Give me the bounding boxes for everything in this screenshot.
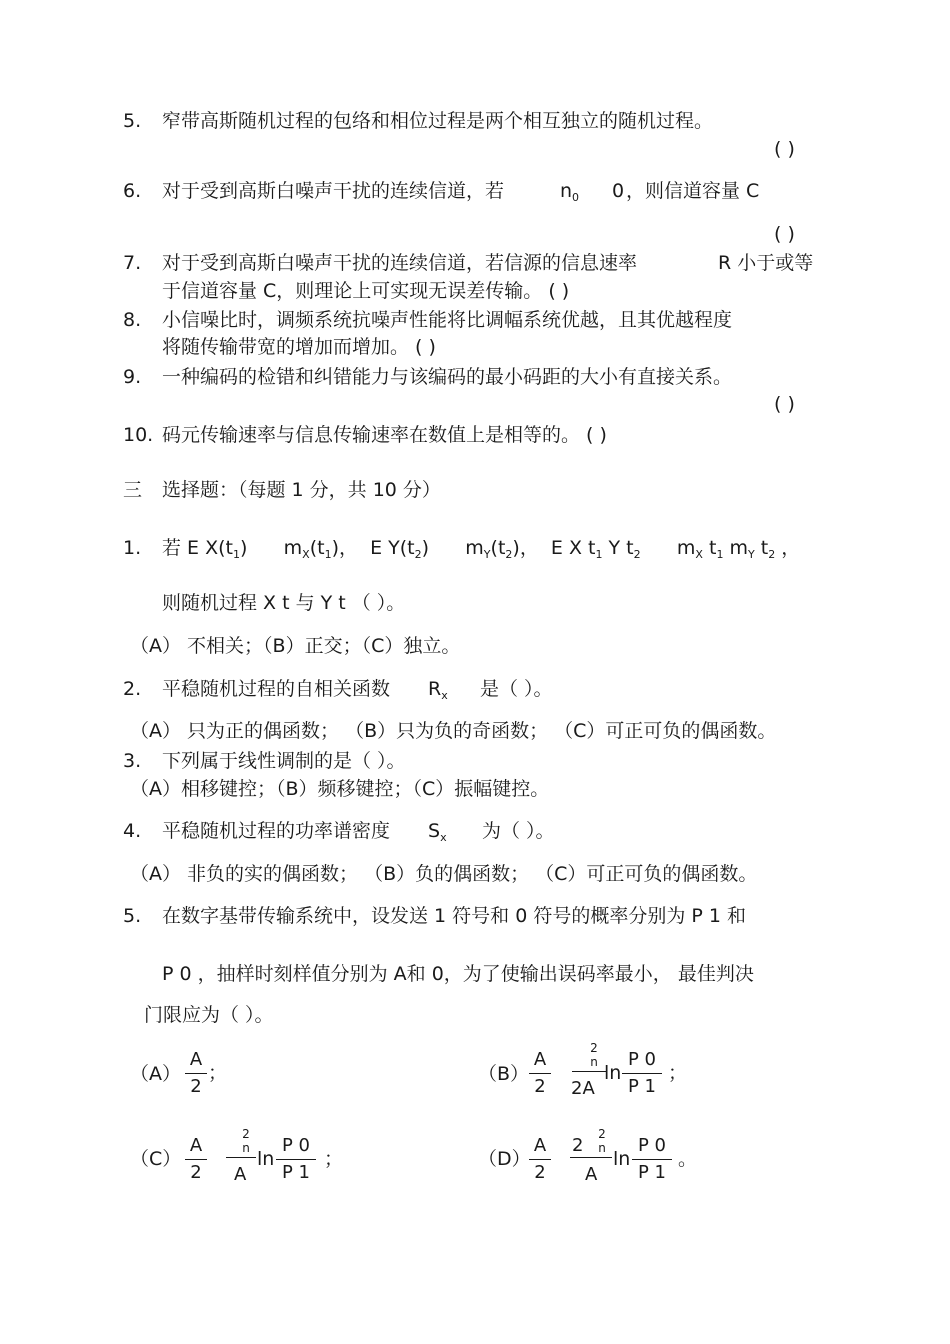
q1-formula: 若 E $X(t_1)$ $m_X(t_1)$， E $Y(t_2)$ $m_Y(t_2)$， E X $t_1$ Y $t_2$ $m_X$ $t_1$ $m_Y$ $t_2$ ，: [162, 537, 801, 561]
q4-options: （A） 非负的实的偶函数； （B）负的偶函数； （C）可正可负的偶函数。: [130, 863, 758, 885]
section-3-title: 选择题：（每题 1 分，共 10 分）: [162, 479, 441, 501]
section-3-number: 三: [123, 479, 143, 501]
q4-tail: 为（ ）。: [482, 820, 555, 842]
q2-tail: 是（ ）。: [480, 678, 553, 700]
tf-7-line2: 于信道容量 C，则理论上可实现无误差传输。 ( ): [162, 280, 570, 302]
q5-option-c-sigma-exp: 2: [242, 1127, 250, 1141]
tf-6-zero: 0: [612, 180, 625, 202]
q5-option-c-ln: ln: [257, 1148, 275, 1170]
q5-option-a-tail: ；: [208, 1062, 228, 1084]
tf-6-paren: ( ): [774, 223, 795, 245]
tf-8-number: 8.: [123, 309, 142, 331]
q1-options: （A） 不相关；（B）正交；（C）独立。: [130, 635, 461, 657]
q5-option-b-sigma-exp: 2: [590, 1041, 598, 1055]
q5-line2: P 0 ，抽样时刻样值分别为 A和 0，为了使输出误码率最小， 最佳判决: [162, 963, 754, 985]
q4-symbol: $S_x$: [428, 820, 447, 844]
q5-option-a-fraction: A 2: [185, 1048, 207, 1099]
q1-number: 1.: [123, 537, 142, 559]
q4-number: 4.: [123, 820, 142, 842]
tf-9-number: 9.: [123, 366, 142, 388]
q5-option-b-bar: [572, 1071, 606, 1072]
q5-option-d-ratio: P 0 P 1: [632, 1134, 672, 1185]
q2-options: （A） 只为正的偶函数； （B）只为负的奇函数； （C）可正可负的偶函数。: [130, 720, 777, 742]
q5-option-c-label: （C）: [130, 1148, 182, 1170]
tf-7-text: 对于受到高斯白噪声干扰的连续信道，若信源的信息速率: [162, 252, 638, 274]
tf-6-text: 对于受到高斯白噪声干扰的连续信道，若: [162, 180, 505, 202]
q2-symbol: $R_x$: [428, 678, 448, 702]
q2-number: 2.: [123, 678, 142, 700]
tf-9-paren: ( ): [774, 393, 795, 415]
tf-5-number: 5.: [123, 110, 142, 132]
q5-option-c-sigma-sub: n: [242, 1141, 250, 1155]
q5-option-d-sigma-sub: n: [598, 1141, 606, 1155]
tf-10-number: 10.: [123, 424, 154, 446]
q5-option-c-den: A: [234, 1164, 247, 1185]
tf-7-number: 7.: [123, 252, 142, 274]
q5-option-b-ln: ln: [604, 1062, 622, 1084]
tf-5-paren: ( ): [774, 138, 795, 160]
q4-text: 平稳随机过程的功率谱密度: [162, 820, 391, 842]
q5-option-d-ln: ln: [613, 1148, 631, 1170]
q5-option-b-sigma-sub: n: [590, 1055, 598, 1069]
q3-text: 下列属于线性调制的是（ ）。: [162, 750, 406, 772]
tf-7-mid: R 小于或等: [718, 252, 814, 274]
q5-number: 5.: [123, 905, 142, 927]
tf-10-text: 码元传输速率与信息传输速率在数值上是相等的。 ( ): [162, 424, 607, 446]
q5-option-b-ratio: P 0 P 1: [622, 1048, 662, 1099]
q5-option-d-half: A 2: [529, 1134, 551, 1185]
q5-option-c-bar: [226, 1157, 256, 1158]
q5-option-d-label: （D）: [478, 1148, 531, 1170]
q5-option-b-half: A 2: [529, 1048, 551, 1099]
q5-line3: 门限应为（ ）。: [144, 1004, 274, 1026]
q5-option-b-label: （B）: [478, 1063, 530, 1085]
tf-8-line2: 将随传输带宽的增加而增加。 ( ): [162, 336, 436, 358]
q5-option-d-tail: 。: [678, 1148, 698, 1170]
q2-text: 平稳随机过程的自相关函数: [162, 678, 391, 700]
q5-option-a-label: （A）: [130, 1063, 181, 1085]
q1-line2: 则随机过程 X t 与 Y t （ ）。: [162, 592, 406, 614]
q5-option-b-tail: ；: [668, 1062, 688, 1084]
q3-options: （A）相移键控；（B）频移键控；（C）振幅键控。: [130, 778, 550, 800]
q5-option-c-half: A 2: [185, 1134, 207, 1185]
q5-option-d-sigma-exp: 2: [598, 1127, 606, 1141]
tf-6-n0: $n_0$: [560, 180, 580, 204]
q5-option-b-den: 2A: [571, 1078, 595, 1099]
tf-6-tail: ，则信道容量 C: [626, 180, 760, 202]
q5-option-d-coef: 2: [572, 1135, 584, 1156]
q5-option-c-ratio: P 0 P 1: [276, 1134, 316, 1185]
tf-8-text: 小信噪比时，调频系统抗噪声性能将比调幅系统优越，且其优越程度: [162, 309, 733, 331]
q5-option-d-bar: [570, 1157, 612, 1158]
tf-9-text: 一种编码的检错和纠错能力与该编码的最小码距的大小有直接关系。: [162, 366, 733, 388]
q5-option-d-den: A: [585, 1164, 598, 1185]
tf-6-number: 6.: [123, 180, 142, 202]
q5-line1: 在数字基带传输系统中，设发送 1 符号和 0 符号的概率分别为 P 1 和: [162, 905, 747, 927]
q5-option-c-tail: ；: [324, 1148, 344, 1170]
q3-number: 3.: [123, 750, 142, 772]
tf-5-text: 窄带高斯随机过程的包络和相位过程是两个相互独立的随机过程。: [162, 110, 714, 132]
